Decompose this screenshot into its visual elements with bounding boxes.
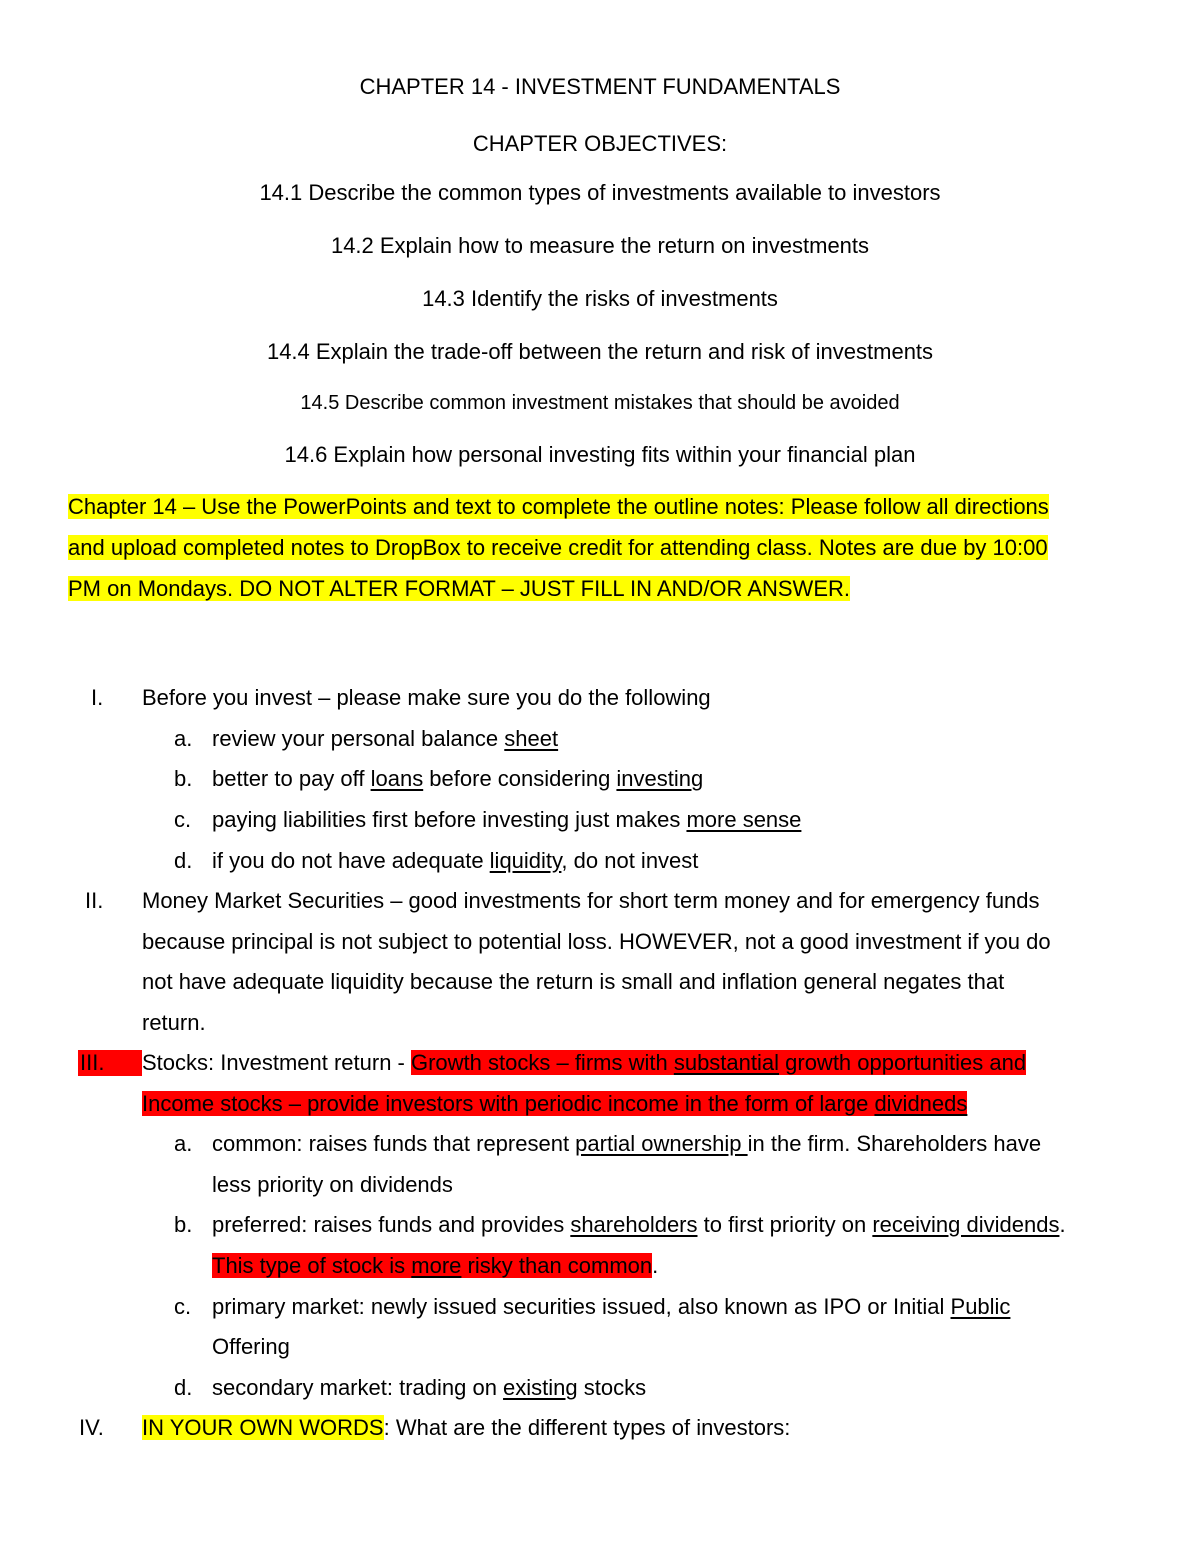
list-letter: c.	[174, 807, 192, 832]
objective-item: 14.6 Explain how personal investing fits within your financial plan	[284, 442, 916, 467]
section-number: IV.	[79, 1415, 104, 1440]
list-item: primary market: newly issued securities issued, also known as IPO or Initial Public	[212, 1294, 1011, 1319]
section-text: return.	[142, 1010, 206, 1035]
list-letter: c.	[174, 1294, 192, 1319]
objectives-heading: CHAPTER OBJECTIVES:	[472, 131, 728, 156]
list-item: preferred: raises funds and provides shareholders to first priority on receiving dividends.	[212, 1212, 1066, 1237]
list-item: better to pay off loans before considering investing	[212, 766, 704, 791]
objective-item: 14.4 Explain the trade-off between the return and risk of investments	[266, 339, 934, 364]
list-item: review your personal balance sheet	[212, 726, 559, 751]
list-letter: a.	[174, 1131, 193, 1156]
section-number: III.	[78, 1050, 142, 1076]
list-item: secondary market: trading on existing stocks	[212, 1375, 647, 1400]
list-letter: b.	[174, 766, 193, 791]
objective-item: 14.1 Describe the common types of investments available to investors	[259, 180, 941, 205]
list-item: paying liabilities first before investing just makes more sense	[212, 807, 802, 832]
list-item: common: raises funds that represent partial ownership in the firm. Shareholders have	[212, 1131, 1042, 1156]
instructions-block	[68, 486, 1138, 609]
list-item: if you do not have adequate liquidity, do not invest	[212, 848, 699, 873]
section-text: IN YOUR OWN WORDS: What are the different types of investors:	[142, 1415, 791, 1440]
list-letter: a.	[174, 726, 193, 751]
section-text: because principal is not subject to potential loss. HOWEVER, not a good investment if you do	[142, 929, 1051, 954]
instructions-line: and upload completed notes to DropBox to receive credit for attending class. Notes are due by 10:00	[68, 535, 1048, 560]
list-letter: d.	[174, 848, 193, 873]
section-text: Income stocks – provide investors with periodic income in the form of large dividneds	[142, 1091, 968, 1116]
section-text: Before you invest – please make sure you do the following	[142, 685, 711, 710]
instructions-line: Chapter 14 – Use the PowerPoints and text to complete the outline notes: Please follow all directions	[68, 494, 1049, 519]
list-item-continued: less priority on dividends	[212, 1172, 453, 1197]
list-item-continued: This type of stock is more risky than common.	[212, 1253, 659, 1278]
list-item-continued: Offering	[212, 1334, 290, 1359]
objective-item: 14.5 Describe common investment mistakes that should be avoided	[300, 392, 900, 414]
section-text: Money Market Securities – good investments for short term money and for emergency funds	[142, 888, 1040, 913]
section-text: not have adequate liquidity because the return is small and inflation general negates that	[142, 969, 1005, 994]
section-number: I.	[91, 685, 104, 710]
list-letter: b.	[174, 1212, 193, 1237]
section-number: II.	[85, 888, 104, 913]
list-letter: d.	[174, 1375, 193, 1400]
section-text: Stocks: Investment return - Growth stocks – firms with substantial growth opportunities and	[142, 1050, 1027, 1075]
objective-item: 14.2 Explain how to measure the return on investments	[330, 233, 870, 258]
instructions-line: PM on Mondays. DO NOT ALTER FORMAT – JUST FILL IN AND/OR ANSWER.	[68, 576, 850, 601]
chapter-title: CHAPTER 14 - INVESTMENT FUNDAMENTALS	[359, 74, 841, 99]
objective-item: 14.3 Identify the risks of investments	[422, 286, 778, 311]
